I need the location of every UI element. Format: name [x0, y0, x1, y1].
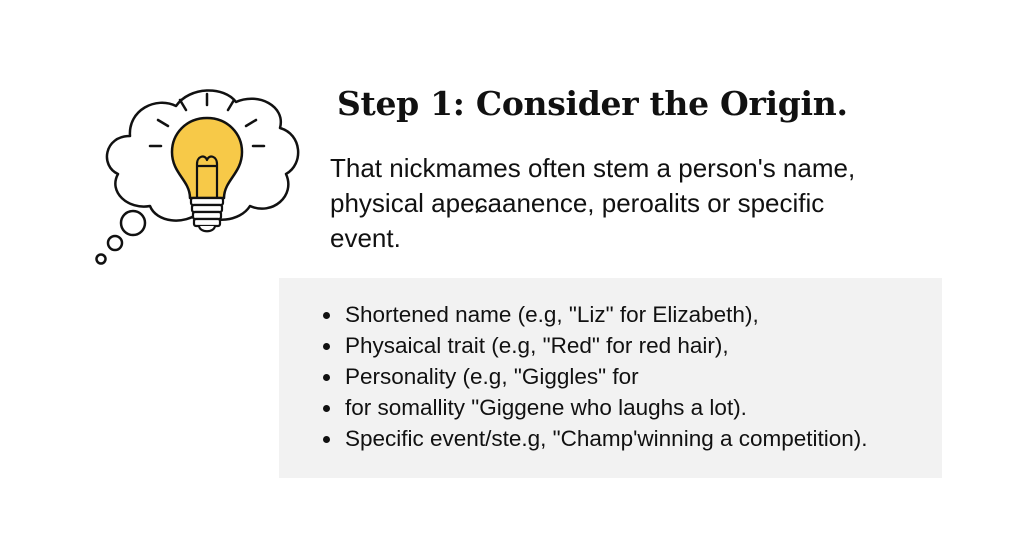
list-item: Physaical trait (e.g, "Red" for red hair), [323, 330, 868, 361]
intro-paragraph: That nickmames often stem a person's name, physical apeɕaanence, peroalits or specific event. [330, 153, 856, 253]
page-title: Step 1: Consider the Origin. [337, 84, 848, 123]
list-item: Personality (e.g, "Giggles" for [323, 361, 868, 392]
lightbulb-thought-bubble-icon [90, 80, 310, 270]
list-item: for somallity "Giggene who laughs a lot). [323, 392, 868, 423]
list-item: Specific event/ste.g, "Champ'winning a competition). [323, 423, 868, 454]
examples-panel [279, 278, 942, 478]
list-item: Shortened name (e.g, "Liz" for Elizabeth), [323, 299, 868, 330]
examples-list [323, 299, 868, 454]
